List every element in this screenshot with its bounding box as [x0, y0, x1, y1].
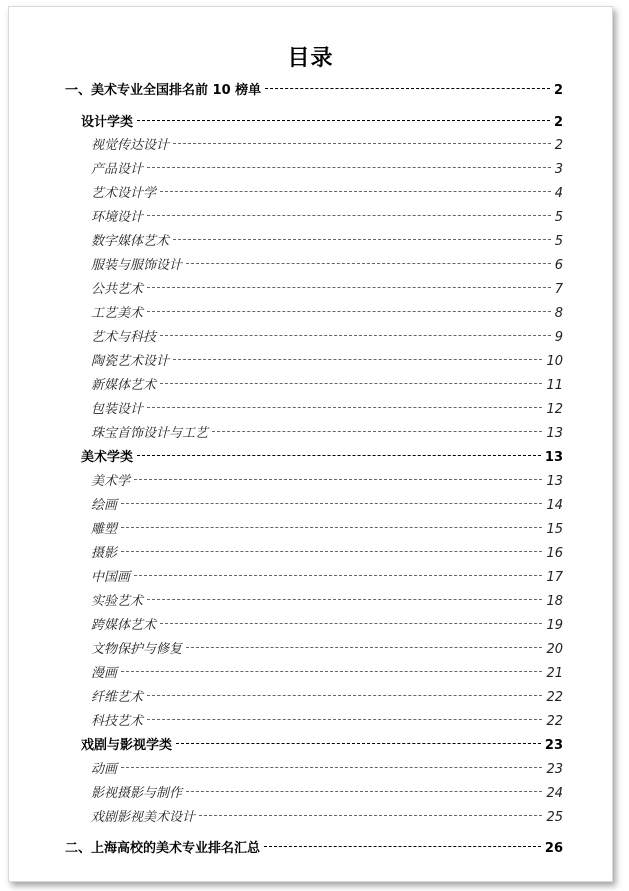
- toc-leader: [186, 791, 542, 792]
- toc-leader: [199, 815, 542, 816]
- toc-leader: [121, 527, 542, 528]
- toc-entry-label: 戏剧影视美术设计: [91, 810, 196, 825]
- toc-entry-label: 摄影: [91, 546, 118, 561]
- toc-leader: [212, 431, 542, 432]
- toc-entry-label: 美术学类: [81, 450, 134, 465]
- toc-entry[interactable]: [91, 712, 563, 732]
- toc-entry-part-2[interactable]: [65, 839, 563, 859]
- toc-entry[interactable]: [91, 328, 563, 348]
- toc-page-number: 9: [554, 330, 563, 345]
- toc-entry-label: 科技艺术: [91, 714, 144, 729]
- toc-entry-label: 环境设计: [91, 210, 144, 225]
- toc-leader: [160, 191, 551, 192]
- toc-entry-label: 实验艺术: [91, 594, 144, 609]
- toc-leader: [147, 407, 542, 408]
- toc-entry[interactable]: [91, 520, 563, 540]
- toc-entry-label: 美术学: [91, 474, 131, 489]
- toc-entry-category[interactable]: [81, 113, 563, 133]
- toc-page-number: 22: [546, 714, 563, 729]
- toc-leader: [160, 623, 542, 624]
- toc-page-number: 4: [554, 186, 563, 201]
- toc-entry[interactable]: [91, 784, 563, 804]
- toc-entry[interactable]: [91, 592, 563, 612]
- toc-leader: [121, 503, 542, 504]
- toc-page-number: 8: [554, 306, 563, 321]
- toc-leader: [186, 263, 551, 264]
- toc-entry-label: 产品设计: [91, 162, 144, 177]
- toc-entry-label: 漫画: [91, 666, 118, 681]
- toc-leader: [147, 215, 551, 216]
- toc-entry[interactable]: [91, 352, 563, 372]
- toc-leader: [121, 671, 542, 672]
- toc-leader: [160, 383, 542, 384]
- toc-leader: [173, 239, 551, 240]
- toc-leader: [147, 167, 551, 168]
- toc-leader: [173, 359, 542, 360]
- toc-entry-label: 中国画: [91, 570, 131, 585]
- document-page: [8, 6, 613, 882]
- toc-page-number: 16: [546, 546, 563, 561]
- toc-leader: [147, 599, 542, 600]
- toc-entry-label: 绘画: [91, 498, 118, 513]
- toc-leader: [147, 287, 551, 288]
- toc-entry-label: 包装设计: [91, 402, 144, 417]
- toc-leader: [147, 311, 551, 312]
- toc-entry[interactable]: [91, 688, 563, 708]
- toc-entry[interactable]: [91, 208, 563, 228]
- toc-title: 目录: [287, 46, 334, 71]
- toc-leader: [176, 743, 541, 744]
- toc-entry-label: 跨媒体艺术: [91, 618, 157, 633]
- toc-entry[interactable]: [91, 376, 563, 396]
- toc-leader: [173, 143, 551, 144]
- toc-page-number: 26: [544, 841, 563, 856]
- toc-entry-label: 数字媒体艺术: [91, 234, 170, 249]
- toc-entry-label: 公共艺术: [91, 282, 144, 297]
- toc-entry-label: 戏剧与影视学类: [81, 738, 173, 753]
- toc-page-number: 15: [546, 522, 563, 537]
- toc-entry[interactable]: [91, 160, 563, 180]
- toc-page-number: 12: [546, 402, 563, 417]
- toc-entry[interactable]: [91, 760, 563, 780]
- toc-entry-label: 纤维艺术: [91, 690, 144, 705]
- toc-leader: [186, 647, 542, 648]
- toc-page-number: 13: [546, 474, 563, 489]
- toc-entry-label: 陶瓷艺术设计: [91, 354, 170, 369]
- toc-page-number: 2: [553, 115, 563, 130]
- toc-entry[interactable]: [91, 664, 563, 684]
- toc-page-number: 17: [546, 570, 563, 585]
- toc-entry[interactable]: [91, 472, 563, 492]
- toc-leader: [137, 120, 550, 121]
- toc-page-number: 24: [546, 786, 563, 801]
- toc-leader: [265, 88, 550, 89]
- toc-page-number: 25: [546, 810, 563, 825]
- toc-page-number: 13: [544, 450, 563, 465]
- toc-leader: [134, 479, 542, 480]
- toc-page-number: 22: [546, 690, 563, 705]
- toc-entry-label: 文物保护与修复: [91, 642, 183, 657]
- toc-page-number: 10: [546, 354, 563, 369]
- toc-entry-label: 服装与服饰设计: [91, 258, 183, 273]
- toc-leader: [264, 846, 541, 847]
- toc-leader: [121, 767, 542, 768]
- toc-page-number: 2: [553, 83, 563, 98]
- toc-page-number: 21: [546, 666, 563, 681]
- toc-page-number: 6: [554, 258, 563, 273]
- toc-entry[interactable]: [91, 184, 563, 204]
- toc-page-number: 14: [546, 498, 563, 513]
- toc-entry[interactable]: [91, 544, 563, 564]
- toc-entry[interactable]: [91, 232, 563, 252]
- toc-leader: [121, 551, 542, 552]
- toc-leader: [147, 695, 542, 696]
- toc-page-number: 7: [554, 282, 563, 297]
- toc-entry-label: 艺术与科技: [91, 330, 157, 345]
- toc-entry-category[interactable]: [81, 736, 563, 756]
- toc-entry-label: 新媒体艺术: [91, 378, 157, 393]
- toc-entry-label: 雕塑: [91, 522, 118, 537]
- toc-page-number: 3: [554, 162, 563, 177]
- toc-entry-label: 珠宝首饰设计与工艺: [91, 426, 209, 441]
- toc-entry[interactable]: [91, 280, 563, 300]
- toc-entry-label: 艺术设计学: [91, 186, 157, 201]
- toc-entry-part-1[interactable]: [65, 81, 563, 101]
- toc-entry-label: 工艺美术: [91, 306, 144, 321]
- toc-leader: [147, 719, 542, 720]
- toc-entry-category[interactable]: [81, 448, 563, 468]
- toc-entry-label: 视觉传达设计: [91, 138, 170, 153]
- toc-page-number: 18: [546, 594, 563, 609]
- toc-page-number: 23: [546, 762, 563, 777]
- toc-page-number: 20: [546, 642, 563, 657]
- toc-entry[interactable]: [91, 136, 563, 156]
- toc-leader: [160, 335, 551, 336]
- toc-page-number: 19: [546, 618, 563, 633]
- toc-entry-label: 设计学类: [81, 115, 134, 130]
- toc-entry[interactable]: [91, 496, 563, 516]
- toc-entry[interactable]: [91, 256, 563, 276]
- toc-page-number: 5: [554, 234, 563, 249]
- toc-page-number: 2: [554, 138, 563, 153]
- toc-entry[interactable]: [91, 640, 563, 660]
- toc-entry[interactable]: [91, 304, 563, 324]
- toc-entry[interactable]: [91, 808, 563, 828]
- toc-page-number: 13: [546, 426, 563, 441]
- toc-entry-label: 二、上海高校的美术专业排名汇总: [65, 841, 261, 856]
- toc-entry[interactable]: [91, 424, 563, 444]
- toc-entry[interactable]: [91, 616, 563, 636]
- toc-leader: [134, 575, 542, 576]
- toc-page-number: 11: [546, 378, 563, 393]
- toc-entry[interactable]: [91, 400, 563, 420]
- toc-leader: [137, 455, 541, 456]
- toc-entry-label: 动画: [91, 762, 118, 777]
- toc-entry-label: 影视摄影与制作: [91, 786, 183, 801]
- toc-page-number: 23: [544, 738, 563, 753]
- toc-entry[interactable]: [91, 568, 563, 588]
- toc-page-number: 5: [554, 210, 563, 225]
- toc-entry-label: 一、美术专业全国排名前 10 榜单: [65, 83, 262, 98]
